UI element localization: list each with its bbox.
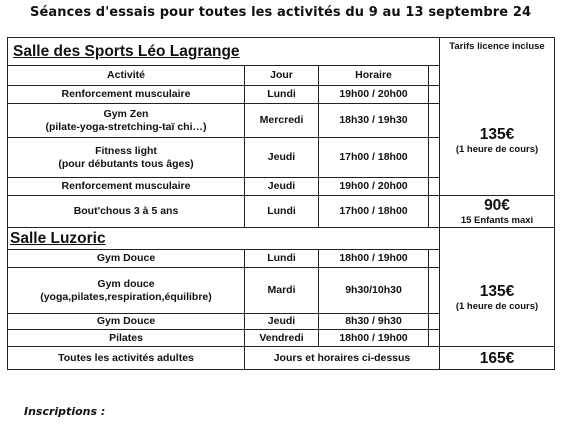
time-cell: 17h00 / 18h00 — [319, 138, 429, 178]
inscriptions-label: Inscriptions : — [24, 405, 106, 418]
venue1-header-row — [8, 38, 555, 66]
day-cell: Jeudi — [245, 314, 319, 330]
day-cell: Mercredi — [245, 104, 319, 138]
activity-detail: (yoga,pilates,respiration,équilibre) — [40, 290, 212, 303]
activity-cell: Bout'chous 3 à 5 ans — [8, 196, 245, 228]
day-cell: Jeudi — [245, 178, 319, 196]
spacer-cell — [429, 86, 440, 104]
day-cell: Jeudi — [245, 138, 319, 178]
spacer-cell — [429, 250, 440, 268]
time-cell: 18h00 / 19h00 — [319, 330, 429, 347]
activity-detail: (pour débutants tous âges) — [58, 157, 194, 170]
activity-cell: Renforcement musculaire — [8, 86, 245, 104]
spacer-cell — [429, 66, 440, 86]
activity-cell: Pilates — [8, 330, 245, 347]
all-adults-price-cell — [440, 347, 555, 370]
price-value: 90€ — [484, 197, 510, 214]
headline: Séances d'essais pour toutes les activités du 9 au 13 septembre 24 — [30, 5, 532, 20]
venue1-name: Salle des Sports Léo Lagrange — [8, 38, 440, 66]
venue2-name: Salle Luzoric — [8, 228, 440, 250]
price-value: 165€ — [479, 349, 515, 367]
time-cell: 18h00 / 19h00 — [319, 250, 429, 268]
spacer-cell — [429, 104, 440, 138]
spacer-cell — [429, 330, 440, 347]
spacer-cell — [429, 314, 440, 330]
price-note: (1 heure de cours) — [455, 301, 539, 313]
time-cell: 9h30/10h30 — [319, 268, 429, 314]
activity-cell: Renforcement musculaire — [8, 178, 245, 196]
table-row — [8, 196, 555, 228]
price-value: 135€ — [479, 283, 515, 301]
all-adults-row — [8, 347, 555, 370]
time-cell: 19h00 / 20h00 — [319, 86, 429, 104]
schedule-table — [7, 37, 555, 370]
day-cell: Lundi — [245, 86, 319, 104]
time-cell: 18h30 / 19h30 — [319, 104, 429, 138]
spacer-cell — [429, 196, 440, 228]
col-header-jour: Jour — [245, 66, 319, 86]
activity-name: Gym Zen — [103, 107, 149, 120]
time-cell: 8h30 / 9h30 — [319, 314, 429, 330]
activity-cell — [8, 104, 245, 138]
tarif-header: Tarifs licence incluse — [440, 38, 555, 86]
table-row — [8, 86, 555, 104]
col-header-horaire: Horaire — [319, 66, 429, 86]
activity-name: Fitness light — [95, 144, 157, 157]
price-note: 15 Enfants maxi — [460, 215, 534, 226]
all-adults-label: Toutes les activités adultes — [8, 347, 245, 370]
activity-cell: Gym Douce — [8, 314, 245, 330]
day-cell: Lundi — [245, 250, 319, 268]
price-cell-kids — [440, 196, 555, 228]
price-value: 135€ — [479, 125, 515, 143]
price-note: (1 heure de cours) — [455, 143, 539, 155]
activity-name: Gym douce — [97, 277, 155, 290]
time-cell: 19h00 / 20h00 — [319, 178, 429, 196]
spacer-cell — [429, 138, 440, 178]
empty-tarif-cell — [440, 228, 555, 250]
activity-cell: Gym Douce — [8, 250, 245, 268]
activity-cell — [8, 268, 245, 314]
spacer-cell — [429, 268, 440, 314]
activity-detail: (pilate-yoga-stretching-taï chi…) — [45, 120, 207, 133]
time-cell: 17h00 / 18h00 — [319, 196, 429, 228]
day-cell: Lundi — [245, 196, 319, 228]
price-cell-venue1 — [440, 86, 555, 196]
all-adults-schedule: Jours et horaires ci-dessus — [245, 347, 440, 370]
price-cell-venue2 — [440, 250, 555, 347]
activity-cell — [8, 138, 245, 178]
venue2-header-row — [8, 228, 555, 250]
day-cell: Vendredi — [245, 330, 319, 347]
col-header-activite: Activité — [8, 66, 245, 86]
table-row — [8, 250, 555, 268]
day-cell: Mardi — [245, 268, 319, 314]
spacer-cell — [429, 178, 440, 196]
